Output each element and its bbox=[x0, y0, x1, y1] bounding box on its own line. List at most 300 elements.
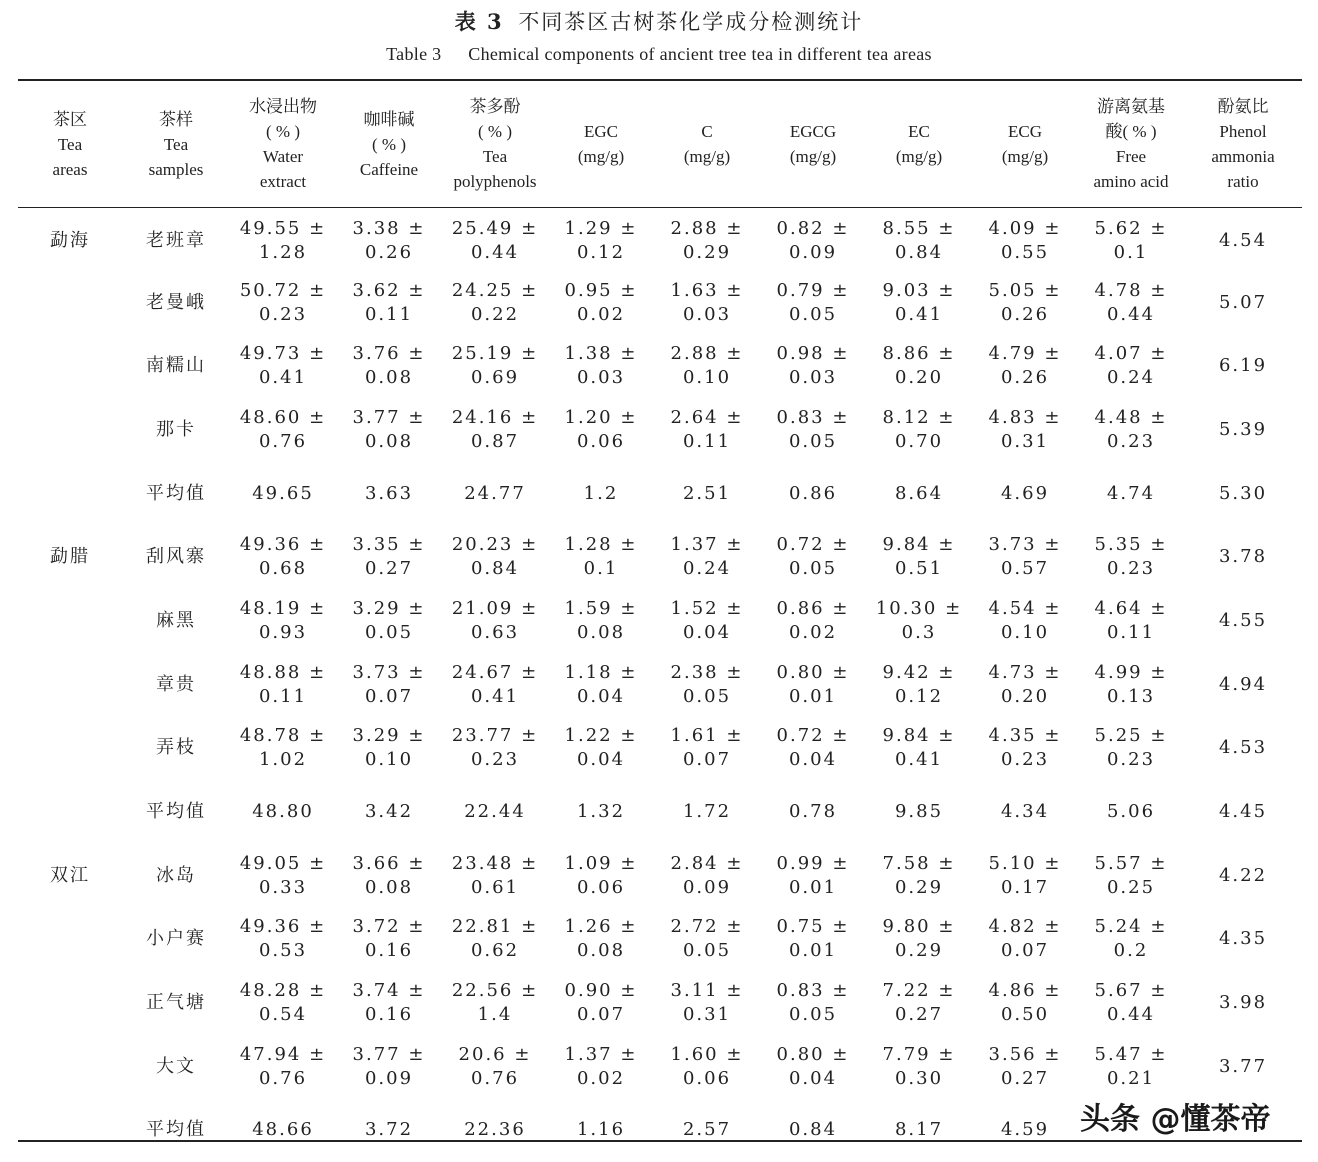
value-cell bbox=[336, 971, 442, 1035]
value-sd: 0.07 bbox=[1000, 940, 1050, 962]
value-cell bbox=[336, 334, 442, 398]
value-sd: 0.04 bbox=[682, 621, 732, 643]
value-mean: 9.80 ± bbox=[882, 916, 956, 938]
value-mean: 7.22 ± bbox=[882, 980, 956, 1002]
value-sd: 0.31 bbox=[682, 1004, 732, 1026]
value-sd: 0.09 bbox=[788, 241, 838, 263]
value-cell bbox=[548, 271, 654, 335]
value-cell bbox=[1078, 844, 1184, 908]
value-cell bbox=[442, 717, 548, 781]
value-sd: 0.29 bbox=[894, 876, 944, 898]
value-cell bbox=[442, 334, 548, 398]
column-header bbox=[1184, 81, 1302, 207]
value-sd: 0.68 bbox=[258, 558, 308, 580]
value-cell bbox=[548, 1035, 654, 1099]
column-header-line: ( % ) bbox=[478, 122, 512, 141]
value-cell bbox=[1078, 398, 1184, 462]
value-mean: 20.23 ± bbox=[451, 534, 539, 556]
value-mean: 4.07 ± bbox=[1094, 343, 1168, 365]
tea-sample-cell: 老班章 bbox=[146, 229, 206, 251]
value-sd: 0.11 bbox=[258, 685, 308, 707]
value-sd: 0.05 bbox=[788, 430, 838, 452]
value-sd: 0.53 bbox=[258, 940, 308, 962]
tea-area-cell bbox=[18, 589, 122, 653]
column-header bbox=[336, 81, 442, 207]
value-cell bbox=[654, 462, 760, 526]
value-mean: 0.78 bbox=[788, 801, 838, 823]
value-cell bbox=[866, 1099, 972, 1162]
value-mean: 23.77 ± bbox=[451, 725, 539, 747]
value-mean: 4.54 ± bbox=[988, 597, 1062, 619]
tea-area-cell bbox=[18, 971, 122, 1035]
value-cell bbox=[442, 1035, 548, 1099]
value-sd: 0.70 bbox=[894, 430, 944, 452]
column-header-line: (mg/g) bbox=[1001, 147, 1049, 166]
value-cell bbox=[1184, 207, 1302, 271]
value-cell bbox=[866, 398, 972, 462]
value-cell bbox=[548, 462, 654, 526]
value-cell bbox=[760, 271, 866, 335]
value-cell bbox=[866, 334, 972, 398]
tea-area-cell bbox=[18, 462, 122, 526]
table-title-en-text: Chemical components of ancient tree tea in different tea areas bbox=[468, 44, 932, 64]
value-sd: 0.23 bbox=[470, 749, 520, 771]
table-title-cn-text: 不同茶区古树茶化学成分检测统计 bbox=[518, 10, 864, 34]
value-sd: 1.4 bbox=[477, 1004, 513, 1026]
value-mean: 1.32 bbox=[576, 801, 626, 823]
value-cell bbox=[336, 844, 442, 908]
value-mean: 3.73 ± bbox=[352, 661, 426, 683]
value-cell bbox=[442, 1099, 548, 1162]
value-mean: 0.79 ± bbox=[776, 279, 850, 301]
value-mean: 49.73 ± bbox=[239, 343, 327, 365]
value-cell bbox=[1184, 334, 1302, 398]
value-mean: 2.72 ± bbox=[670, 916, 744, 938]
value-cell bbox=[230, 971, 336, 1035]
value-mean: 5.62 ± bbox=[1094, 217, 1168, 239]
value-sd: 0.12 bbox=[576, 241, 626, 263]
value-mean: 3.42 bbox=[364, 801, 414, 823]
value-mean: 0.80 ± bbox=[776, 661, 850, 683]
value-cell bbox=[1078, 653, 1184, 717]
value-sd: 0.09 bbox=[682, 876, 732, 898]
value-cell bbox=[442, 271, 548, 335]
value-mean: 24.67 ± bbox=[451, 661, 539, 683]
table-row bbox=[18, 398, 1302, 462]
value-mean: 0.86 bbox=[788, 482, 838, 504]
value-sd: 0.07 bbox=[682, 749, 732, 771]
table-number-cn: 表 3 bbox=[454, 9, 504, 34]
value-sd: 0.2 bbox=[1113, 940, 1149, 962]
value-cell bbox=[336, 1099, 442, 1162]
tea-sample-cell: 弄枝 bbox=[156, 737, 196, 759]
tea-area-cell bbox=[18, 653, 122, 717]
value-sd: 0.44 bbox=[470, 241, 520, 263]
value-cell bbox=[972, 462, 1078, 526]
table-row bbox=[18, 780, 1302, 844]
tea-sample-cell: 小户赛 bbox=[146, 928, 206, 950]
value-cell bbox=[1078, 780, 1184, 844]
value-cell bbox=[760, 589, 866, 653]
value-sd: 0.08 bbox=[364, 367, 414, 389]
value-cell bbox=[972, 717, 1078, 781]
value-cell bbox=[972, 589, 1078, 653]
value-sd: 0.04 bbox=[788, 749, 838, 771]
value-sd: 0.33 bbox=[258, 876, 308, 898]
value-cell bbox=[972, 207, 1078, 271]
value-mean: 24.16 ± bbox=[451, 406, 539, 428]
value-cell bbox=[866, 717, 972, 781]
value-mean: 3.98 bbox=[1218, 992, 1268, 1014]
value-mean: 4.83 ± bbox=[988, 406, 1062, 428]
value-mean: 3.77 bbox=[1218, 1055, 1268, 1077]
value-mean: 3.74 ± bbox=[352, 980, 426, 1002]
value-sd: 0.01 bbox=[788, 940, 838, 962]
value-sd: 0.27 bbox=[364, 558, 414, 580]
value-mean: 49.36 ± bbox=[239, 534, 327, 556]
value-mean: 5.10 ± bbox=[988, 852, 1062, 874]
value-cell bbox=[230, 1099, 336, 1162]
value-cell bbox=[760, 462, 866, 526]
value-sd: 0.29 bbox=[894, 940, 944, 962]
column-header-line: ( % ) bbox=[372, 134, 406, 154]
value-sd: 1.02 bbox=[258, 749, 308, 771]
value-cell bbox=[1184, 908, 1302, 972]
value-sd: 0.05 bbox=[788, 1004, 838, 1026]
value-sd: 0.51 bbox=[894, 558, 944, 580]
column-header-line: amino acid bbox=[1093, 172, 1169, 191]
value-mean: 0.95 ± bbox=[564, 279, 638, 301]
value-mean: 0.83 ± bbox=[776, 980, 850, 1002]
value-cell bbox=[548, 525, 654, 589]
value-cell bbox=[1078, 207, 1184, 271]
value-mean: 9.42 ± bbox=[882, 661, 956, 683]
table-row bbox=[18, 462, 1302, 526]
value-mean: 9.03 ± bbox=[882, 279, 956, 301]
value-mean: 1.26 ± bbox=[564, 916, 638, 938]
value-cell bbox=[654, 1035, 760, 1099]
value-sd: 0.01 bbox=[788, 685, 838, 707]
tea-area-cell bbox=[18, 780, 122, 844]
value-cell bbox=[760, 1035, 866, 1099]
value-sd: 0.23 bbox=[1000, 749, 1050, 771]
value-sd: 0.87 bbox=[470, 430, 520, 452]
value-mean: 9.85 bbox=[894, 801, 944, 823]
value-cell bbox=[972, 525, 1078, 589]
value-sd: 0.76 bbox=[258, 1067, 308, 1089]
tea-area-cell bbox=[18, 398, 122, 462]
value-mean: 3.78 bbox=[1218, 546, 1268, 568]
value-mean: 0.75 ± bbox=[776, 916, 850, 938]
value-mean: 20.6 ± bbox=[458, 1043, 532, 1065]
column-header-line: extract bbox=[259, 172, 307, 191]
value-mean: 48.88 ± bbox=[239, 661, 327, 683]
value-cell bbox=[442, 207, 548, 271]
value-mean: 1.38 ± bbox=[564, 343, 638, 365]
value-cell bbox=[1184, 398, 1302, 462]
value-mean: 4.59 bbox=[1000, 1119, 1050, 1141]
column-header-line: Water bbox=[262, 147, 304, 166]
column-header bbox=[122, 81, 230, 207]
tea-sample-cell: 那卡 bbox=[156, 418, 196, 440]
value-sd: 0.03 bbox=[682, 303, 732, 325]
value-sd: 0.09 bbox=[364, 1067, 414, 1089]
value-mean: 2.64 ± bbox=[670, 406, 744, 428]
value-mean: 1.18 ± bbox=[564, 661, 638, 683]
value-cell bbox=[548, 971, 654, 1035]
tea-sample-cell: 平均值 bbox=[146, 801, 206, 823]
value-cell bbox=[442, 462, 548, 526]
value-sd: 0.23 bbox=[258, 303, 308, 325]
value-cell bbox=[548, 717, 654, 781]
tea-sample-cell: 南糯山 bbox=[146, 355, 206, 377]
value-mean: 21.09 ± bbox=[451, 597, 539, 619]
value-mean: 0.86 ± bbox=[776, 597, 850, 619]
value-mean: 3.66 ± bbox=[352, 852, 426, 874]
value-mean: 4.74 bbox=[1106, 482, 1156, 504]
value-mean: 10.30 ± bbox=[875, 597, 963, 619]
value-cell bbox=[1078, 971, 1184, 1035]
column-header-line: (mg/g) bbox=[895, 147, 943, 166]
value-mean: 4.82 ± bbox=[988, 916, 1062, 938]
value-cell bbox=[548, 844, 654, 908]
value-cell bbox=[1078, 271, 1184, 335]
value-cell bbox=[548, 334, 654, 398]
value-mean: 1.2 bbox=[583, 482, 619, 504]
value-cell bbox=[336, 653, 442, 717]
value-cell bbox=[336, 271, 442, 335]
value-cell bbox=[336, 462, 442, 526]
value-sd: 0.08 bbox=[576, 621, 626, 643]
value-sd: 0.08 bbox=[364, 876, 414, 898]
value-mean: 1.37 ± bbox=[670, 534, 744, 556]
table-body bbox=[18, 207, 1302, 1162]
value-mean: 4.45 bbox=[1218, 801, 1268, 823]
tea-area-cell bbox=[18, 1035, 122, 1099]
value-cell bbox=[230, 780, 336, 844]
value-sd: 0.05 bbox=[682, 940, 732, 962]
value-cell bbox=[654, 717, 760, 781]
value-cell bbox=[760, 1099, 866, 1162]
value-cell bbox=[866, 653, 972, 717]
value-sd: 0.24 bbox=[1106, 367, 1156, 389]
value-cell bbox=[760, 207, 866, 271]
value-mean: 2.84 ± bbox=[670, 852, 744, 874]
value-sd: 1.28 bbox=[258, 241, 308, 263]
tea-sample-cell: 平均值 bbox=[146, 482, 206, 504]
value-mean: 4.54 bbox=[1218, 229, 1268, 251]
value-sd: 0.08 bbox=[364, 430, 414, 452]
column-header-line: 水浸出物 bbox=[249, 97, 317, 116]
value-cell bbox=[442, 908, 548, 972]
column-header-line: 茶多酚 bbox=[469, 97, 521, 116]
value-sd: 0.76 bbox=[258, 430, 308, 452]
column-header-line: 咖啡碱 bbox=[363, 109, 415, 129]
value-cell bbox=[654, 1099, 760, 1162]
column-header-line: C bbox=[701, 122, 713, 141]
value-sd: 0.44 bbox=[1106, 1004, 1156, 1026]
value-cell bbox=[972, 653, 1078, 717]
value-mean: 4.35 ± bbox=[988, 725, 1062, 747]
value-mean: 24.77 bbox=[464, 482, 526, 504]
table-header-row bbox=[18, 81, 1302, 207]
value-mean: 4.69 bbox=[1000, 482, 1050, 504]
value-mean: 48.80 bbox=[252, 801, 314, 823]
value-mean: 4.22 bbox=[1218, 864, 1268, 886]
value-mean: 25.49 ± bbox=[451, 217, 539, 239]
value-mean: 4.86 ± bbox=[988, 980, 1062, 1002]
value-mean: 5.67 ± bbox=[1094, 980, 1168, 1002]
value-cell bbox=[760, 525, 866, 589]
value-mean: 5.24 ± bbox=[1094, 916, 1168, 938]
value-sd: 0.61 bbox=[470, 876, 520, 898]
value-sd: 0.23 bbox=[1106, 749, 1156, 771]
column-header-line: 酚氨比 bbox=[1217, 97, 1269, 116]
value-mean: 9.84 ± bbox=[882, 725, 956, 747]
value-cell bbox=[442, 653, 548, 717]
value-cell bbox=[654, 780, 760, 844]
value-cell bbox=[760, 908, 866, 972]
value-cell bbox=[336, 525, 442, 589]
value-mean: 3.35 ± bbox=[352, 534, 426, 556]
value-mean: 4.53 bbox=[1218, 737, 1268, 759]
value-sd: 0.07 bbox=[576, 1004, 626, 1026]
value-mean: 5.57 ± bbox=[1094, 852, 1168, 874]
value-cell bbox=[230, 908, 336, 972]
column-header-line: EGCG bbox=[789, 122, 837, 141]
value-sd: 0.1 bbox=[1113, 241, 1149, 263]
value-sd: 0.05 bbox=[364, 621, 414, 643]
column-header-line: polyphenols bbox=[453, 172, 537, 191]
value-mean: 1.09 ± bbox=[564, 852, 638, 874]
value-sd: 0.20 bbox=[1000, 685, 1050, 707]
value-mean: 0.98 ± bbox=[776, 343, 850, 365]
column-header-line: Tea bbox=[57, 134, 83, 154]
value-cell bbox=[654, 971, 760, 1035]
value-mean: 49.55 ± bbox=[239, 217, 327, 239]
value-cell bbox=[1078, 908, 1184, 972]
value-mean: 0.90 ± bbox=[564, 980, 638, 1002]
value-mean: 24.25 ± bbox=[451, 279, 539, 301]
value-mean: 3.11 ± bbox=[670, 980, 744, 1002]
value-cell bbox=[760, 780, 866, 844]
value-mean: 1.61 ± bbox=[670, 725, 744, 747]
value-sd: 0.54 bbox=[258, 1004, 308, 1026]
value-cell bbox=[230, 398, 336, 462]
value-cell bbox=[654, 334, 760, 398]
value-mean: 3.63 bbox=[364, 482, 414, 504]
value-mean: 8.12 ± bbox=[882, 406, 956, 428]
tea-sample-cell: 正气塘 bbox=[146, 992, 206, 1014]
value-sd: 0.02 bbox=[576, 1067, 626, 1089]
value-mean: 4.48 ± bbox=[1094, 406, 1168, 428]
table-title-chinese bbox=[0, 6, 1318, 36]
value-cell bbox=[336, 1035, 442, 1099]
tea-sample-cell: 冰岛 bbox=[156, 864, 196, 886]
value-cell bbox=[230, 717, 336, 781]
value-sd: 0.10 bbox=[364, 749, 414, 771]
value-cell bbox=[972, 271, 1078, 335]
value-cell bbox=[1078, 525, 1184, 589]
column-header-line: EC bbox=[908, 122, 930, 141]
value-cell bbox=[1184, 971, 1302, 1035]
value-sd: 0.07 bbox=[364, 685, 414, 707]
value-mean: 2.57 bbox=[682, 1119, 732, 1141]
value-cell bbox=[654, 525, 760, 589]
tea-sample-cell: 大文 bbox=[156, 1055, 196, 1077]
value-mean: 4.73 ± bbox=[988, 661, 1062, 683]
column-header-line: ( % ) bbox=[266, 122, 300, 141]
column-header bbox=[230, 81, 336, 207]
value-sd: 0.3 bbox=[901, 621, 937, 643]
value-mean: 22.44 bbox=[464, 801, 526, 823]
value-cell bbox=[1184, 780, 1302, 844]
table-title-english bbox=[0, 44, 1318, 65]
column-header-line: 茶区 bbox=[53, 109, 87, 129]
tea-area-cell bbox=[18, 334, 122, 398]
tea-area-cell bbox=[18, 1099, 122, 1162]
table-row bbox=[18, 525, 1302, 589]
table-row bbox=[18, 334, 1302, 398]
value-cell bbox=[760, 653, 866, 717]
value-sd: 0.84 bbox=[894, 241, 944, 263]
value-sd: 0.03 bbox=[576, 367, 626, 389]
value-cell bbox=[654, 908, 760, 972]
tea-area-cell bbox=[18, 271, 122, 335]
value-mean: 5.05 ± bbox=[988, 279, 1062, 301]
value-cell bbox=[972, 1099, 1078, 1162]
value-sd: 0.22 bbox=[470, 303, 520, 325]
value-mean: 7.58 ± bbox=[882, 852, 956, 874]
column-header-line: (mg/g) bbox=[577, 147, 625, 166]
value-sd: 0.57 bbox=[1000, 558, 1050, 580]
column-header-line: 酸( % ) bbox=[1105, 122, 1157, 141]
value-sd: 0.16 bbox=[364, 1004, 414, 1026]
value-mean: 48.19 ± bbox=[239, 597, 327, 619]
value-sd: 0.05 bbox=[682, 685, 732, 707]
value-sd: 0.13 bbox=[1106, 685, 1156, 707]
value-sd: 0.24 bbox=[682, 558, 732, 580]
value-cell bbox=[866, 207, 972, 271]
value-mean: 48.78 ± bbox=[239, 725, 327, 747]
value-sd: 0.21 bbox=[1106, 1067, 1156, 1089]
value-mean: 4.99 ± bbox=[1094, 661, 1168, 683]
table-row bbox=[18, 717, 1302, 781]
value-sd: 0.05 bbox=[788, 558, 838, 580]
column-header-line: ratio bbox=[1227, 172, 1259, 191]
value-mean: 3.77 ± bbox=[352, 1043, 426, 1065]
tea-area-cell: 勐腊 bbox=[50, 546, 90, 568]
value-mean: 9.84 ± bbox=[882, 534, 956, 556]
value-mean: 3.76 ± bbox=[352, 343, 426, 365]
value-cell bbox=[336, 589, 442, 653]
value-cell bbox=[866, 525, 972, 589]
value-cell bbox=[866, 589, 972, 653]
value-cell bbox=[866, 780, 972, 844]
value-mean: 48.60 ± bbox=[239, 406, 327, 428]
value-sd: 0.27 bbox=[894, 1004, 944, 1026]
value-mean: 4.64 ± bbox=[1094, 597, 1168, 619]
value-cell bbox=[336, 780, 442, 844]
value-cell bbox=[548, 908, 654, 972]
table-row bbox=[18, 908, 1302, 972]
value-mean: 1.16 bbox=[576, 1119, 626, 1141]
value-mean: 1.63 ± bbox=[670, 279, 744, 301]
table-row bbox=[18, 271, 1302, 335]
column-header-line: Free bbox=[1115, 147, 1147, 166]
value-cell bbox=[972, 908, 1078, 972]
column-header-line: ammonia bbox=[1211, 147, 1275, 166]
